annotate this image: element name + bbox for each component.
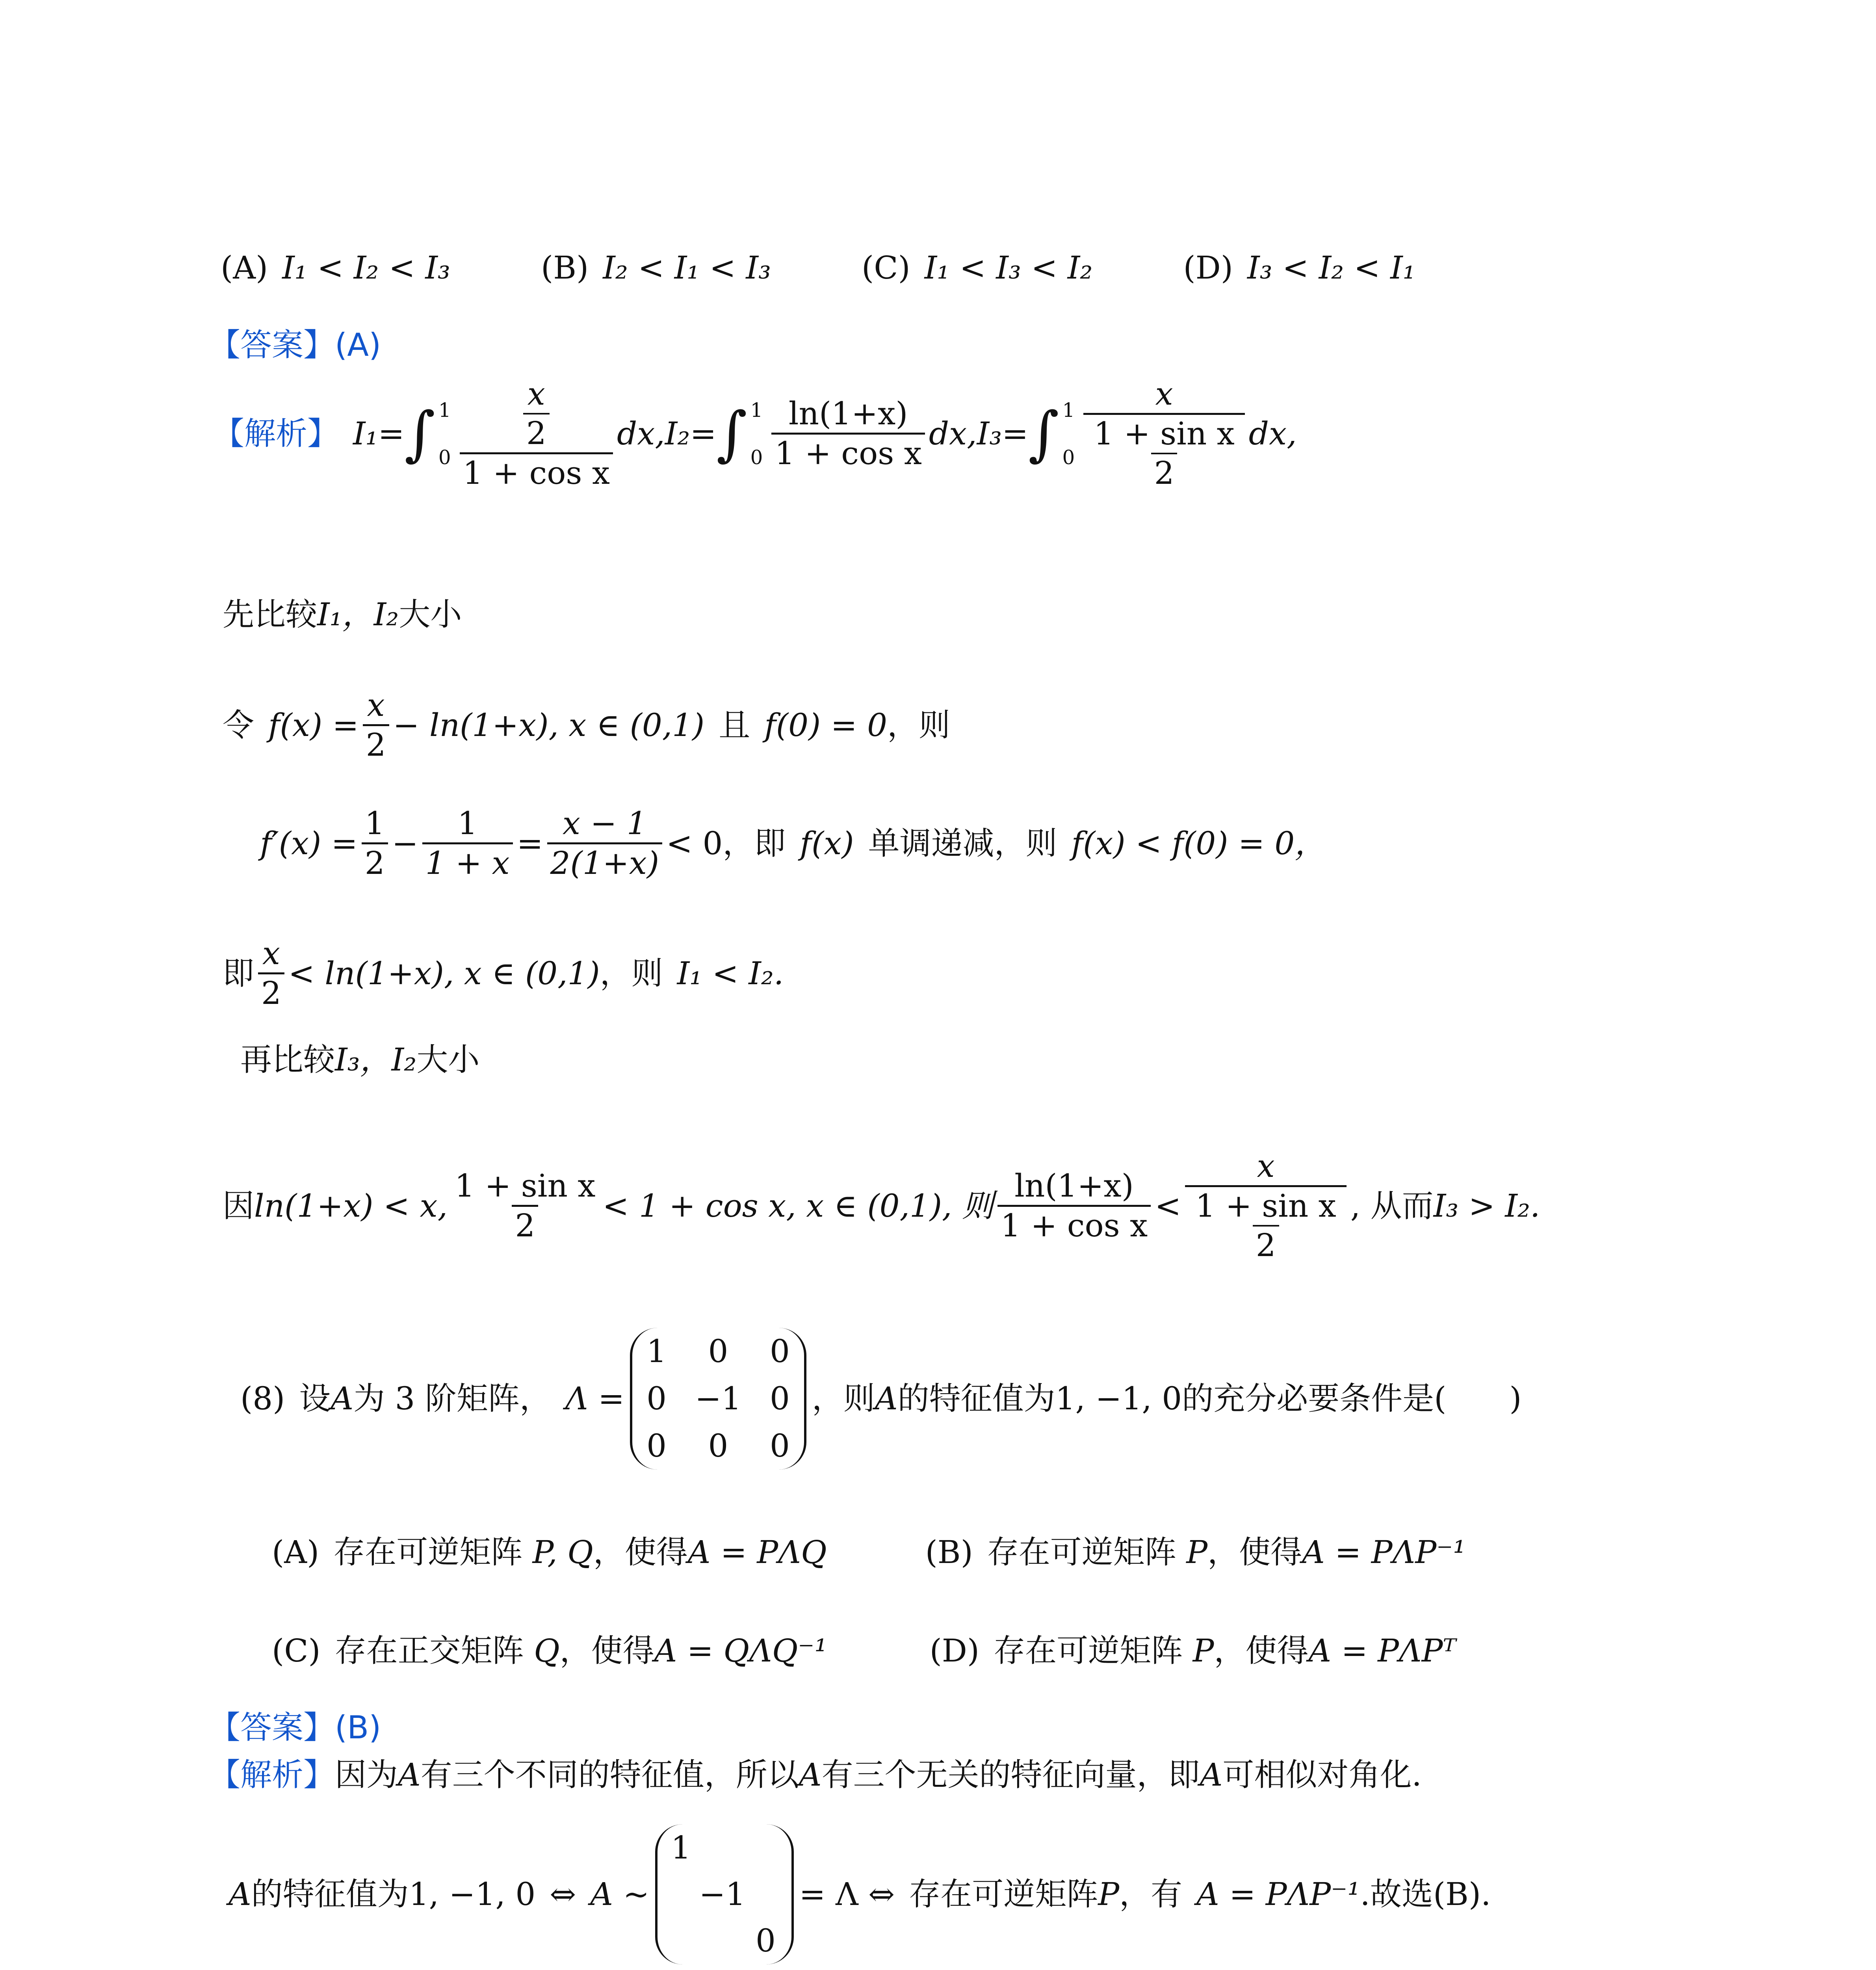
compare-i3-i2: 再比较 I₃，I₂ 大小 — [240, 1041, 480, 1078]
fraction-i1: $\frac{x}{2}$ 1 + cos x — [460, 378, 613, 489]
compare-i1-i2: 先比较 I₁，I₂ 大小 — [223, 596, 462, 633]
integral-sign: ∫ — [1028, 399, 1059, 468]
q8-options-row-2 — [272, 1632, 1456, 1669]
q8-answer — [209, 1709, 381, 1746]
solution-tag: 【解析】 — [213, 415, 339, 452]
diagonal-matrix: 1 −1 0 — [655, 1824, 794, 1964]
q7-option-d: (D) I₃ < I₂ < I₁ — [1183, 249, 1415, 286]
q7-option-a: (A) I₁ < I₂ < I₃ — [221, 249, 450, 286]
derivative-fx: f′(x) = $\frac{1}{2}$ − $\frac{1}{1 + x}$ = $\frac{x - 1}{2(1+x)}$ < 0 ，即 f(x) 单调递减，则 f(x) < f(0) = 0， — [260, 805, 1326, 881]
q8-option-c: (C) 存在正交矩阵 Q，使得A = QΛQ⁻¹ — [272, 1632, 827, 1669]
q8-stem: (8) 设 A 为 3 阶矩阵， Λ = 1 0 0 0 −1 0 0 0 0 ，则 A 的特征值为 1, −1, 0 的充分必要条件是( ) — [240, 1328, 1522, 1470]
inequality-result-1: 即 x 2 < ln(1+x), x ∈ (0,1) ，则 I₁ < I₂. — [223, 935, 784, 1011]
inequality-result-2: 因 ln(1+x) < x, 1 + sin x 2 < 1 + cos x, x ∈ (0,1), 则 ln(1+x) 1 + cos x < x $\frac{\text{1 + sin x}}{2}$ , 从而 I₃ > I₂. — [223, 1148, 1540, 1264]
answer-tag: 【答案】 — [209, 1709, 335, 1746]
lambda-matrix: 1 0 0 0 −1 0 0 0 0 — [630, 1328, 806, 1470]
integral-sign: ∫ — [404, 399, 435, 468]
fraction-i2: ln(1+x) 1 + cos x — [771, 398, 925, 469]
fraction-i3: x $\frac{\text{1 + sin x}}{2}$ — [1083, 378, 1245, 489]
answer-tag: 【答案】 — [209, 327, 335, 363]
solution-tag: 【解析】 — [209, 1756, 335, 1793]
answer-value: (A) — [335, 327, 381, 363]
q7-options-row — [221, 249, 1415, 286]
q7-integrals: 【解析】 I₁ = ∫ 1 0 $\frac{x}{2}$ 1 + cos x dx, I₂ = ∫ 1 0 ln(1+x) 1 + cos x dx, I₃ = ∫ 1 0 x $\frac{\text{1 + sin x}}{2}$ dx, — [213, 375, 1297, 491]
answer-value: (B) — [335, 1709, 381, 1746]
q8-option-b: (B) 存在可逆矩阵 P，使得A = PΛP⁻¹ — [925, 1534, 1466, 1570]
q8-option-a: (A) 存在可逆矩阵 P, Q，使得A = PΛQ — [272, 1534, 827, 1570]
define-fx: 令 f(x) = $\frac{x}{2}$ − ln(1+x), x ∈ (0,1) 且 f(0) = 0 ，则 — [223, 687, 950, 763]
q8-options-row-1 — [272, 1534, 1466, 1570]
integral-sign: ∫ — [716, 399, 747, 468]
q7-answer — [209, 329, 381, 361]
q7-option-b: (B) I₂ < I₁ < I₃ — [541, 249, 771, 286]
q8-solution-line-1: 【解析】 因为 A 有三个不同的特征值，所以 A 有三个无关的特征向量，即 A 可相似对角化. — [209, 1756, 1422, 1793]
q8-solution-line-2: A 的特征值为 1, −1, 0 ⇔ A ~ 1 −1 0 = Λ ⇔ 存在可逆矩阵 P ，有 A = PΛP⁻¹ .故选(B). — [228, 1824, 1491, 1964]
q7-option-c: (C) I₁ < I₃ < I₂ — [862, 249, 1093, 286]
q8-option-d: (D) 存在可逆矩阵 P，使得A = PΛPᵀ — [929, 1632, 1456, 1669]
